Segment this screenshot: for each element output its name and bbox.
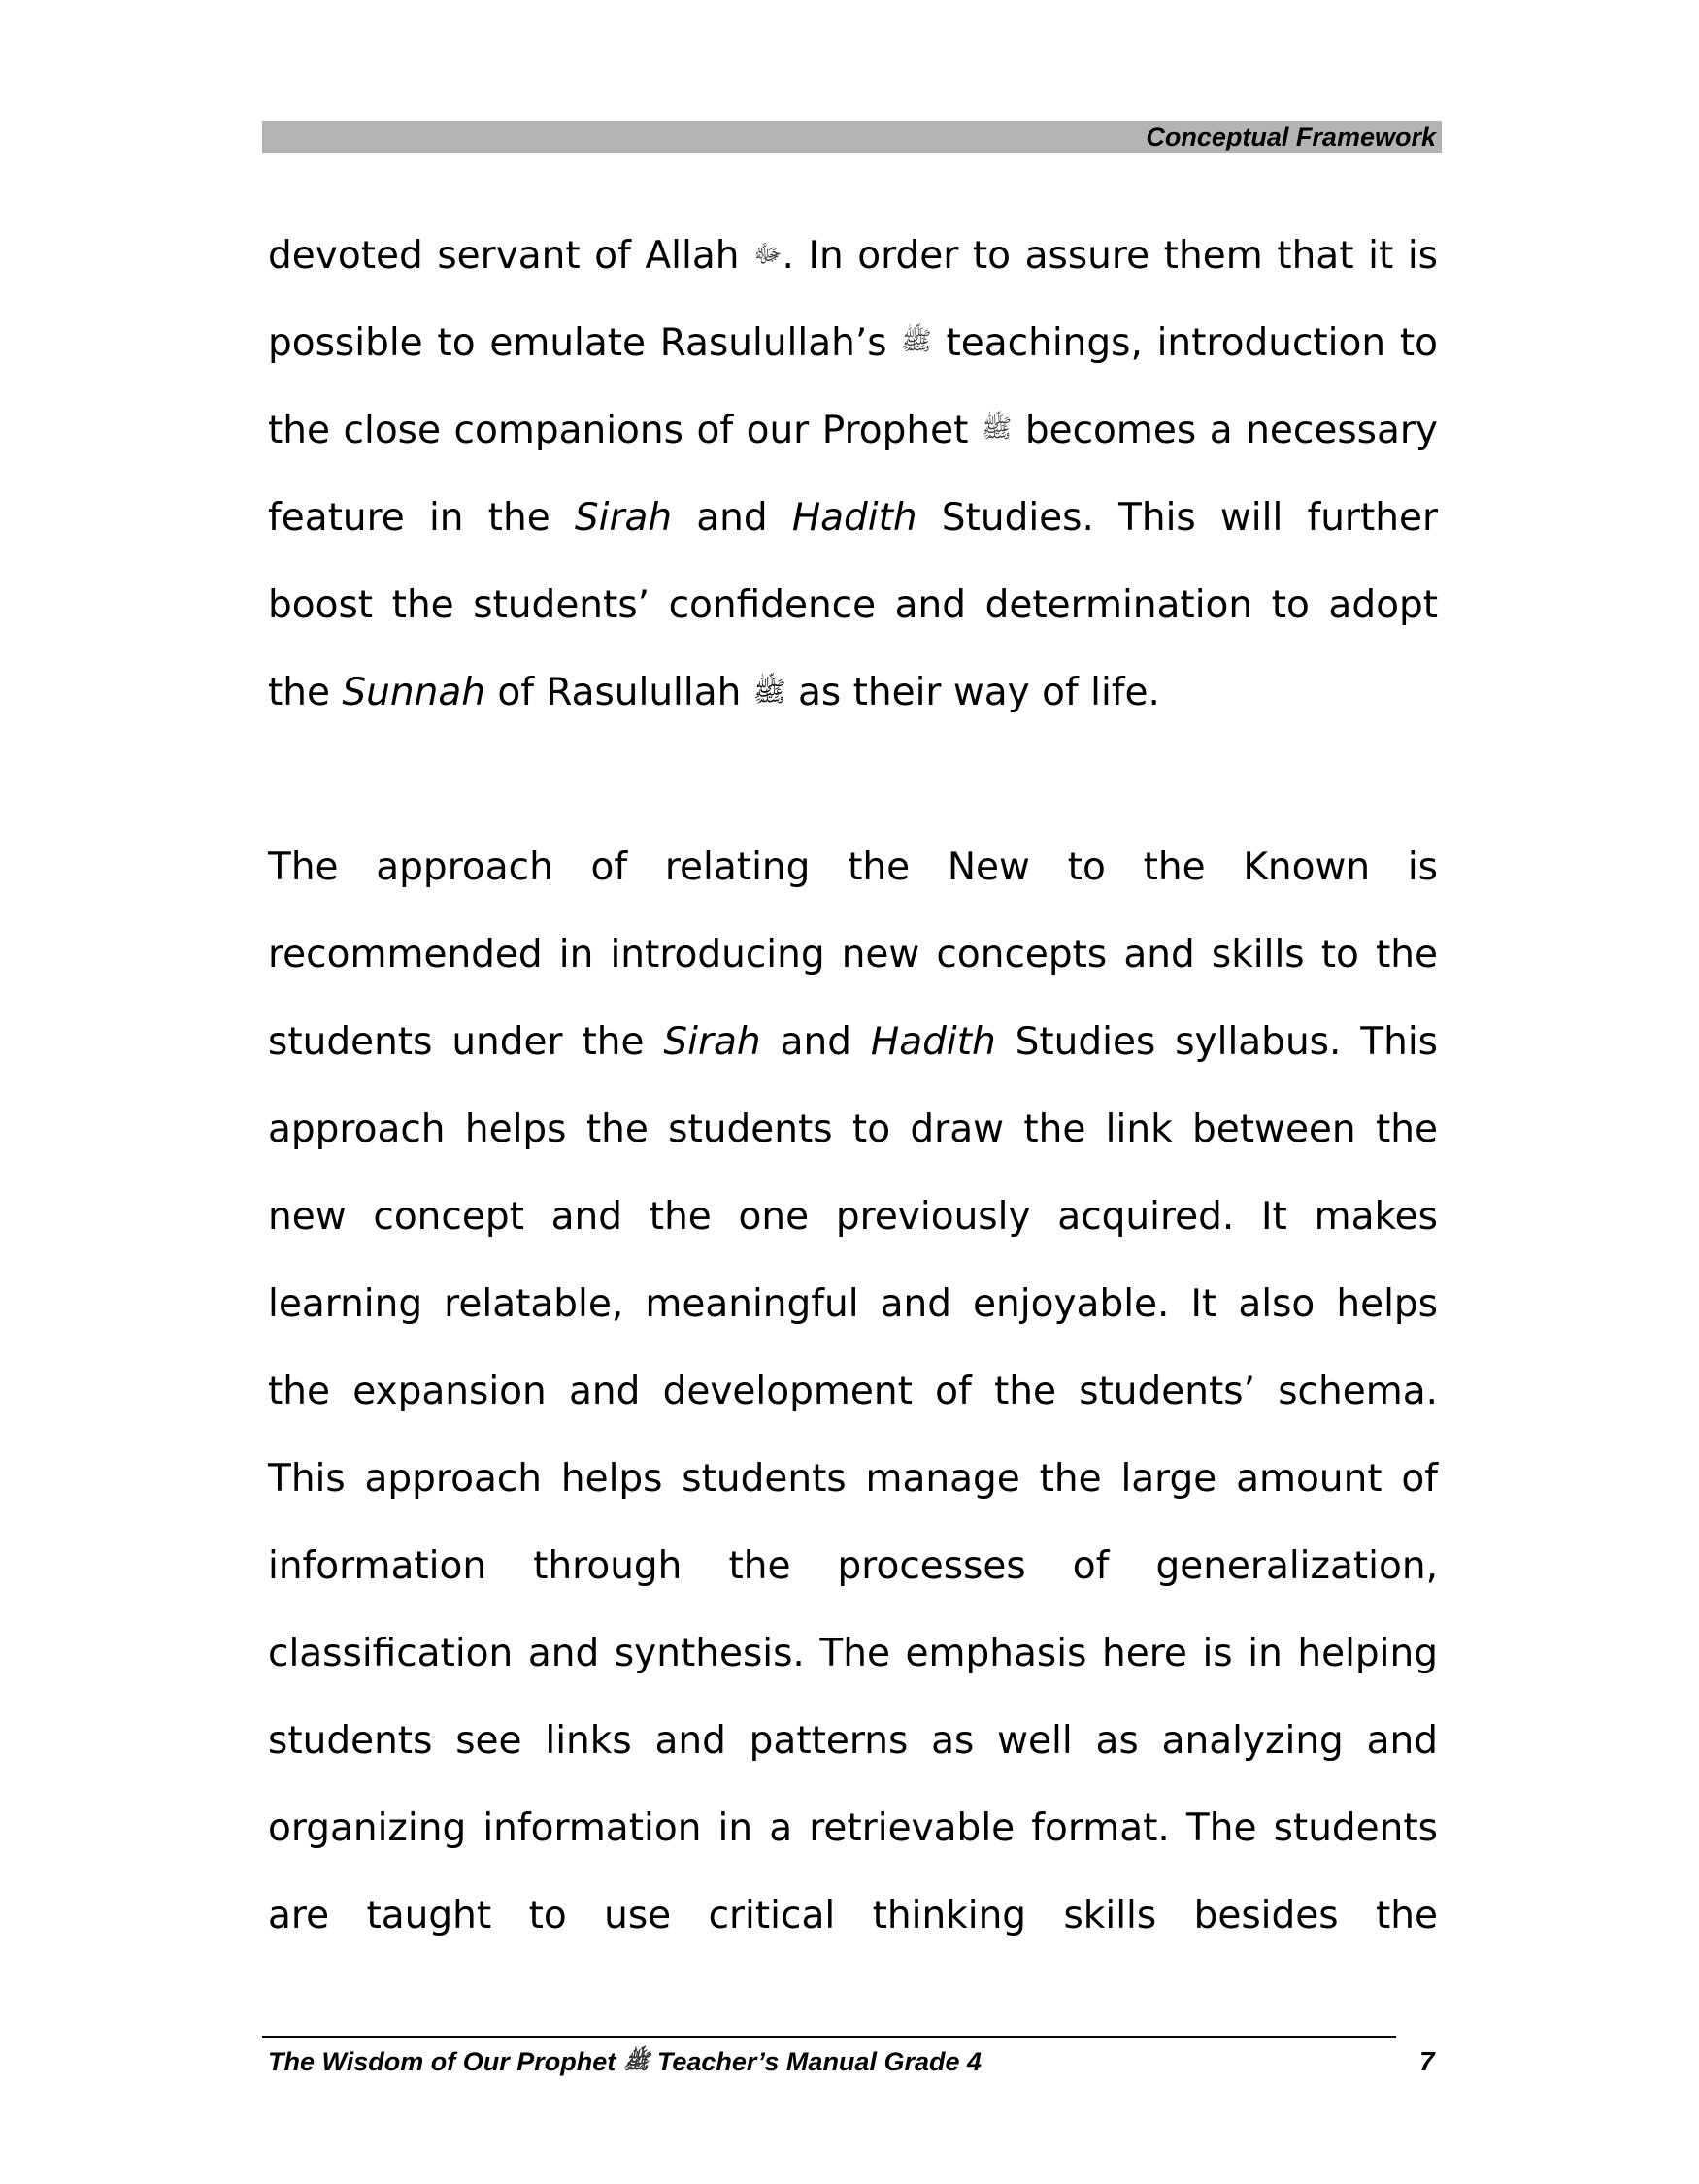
footer-rule <box>262 2036 1396 2038</box>
section-title: Conceptual Framework <box>1146 122 1436 151</box>
term-hadith: Hadith <box>791 496 917 540</box>
p1-text-8: as their way of life. <box>785 671 1160 714</box>
swt-glyph-icon: ﷻ <box>753 240 783 269</box>
footer-title-part-1: The Wisdom of Our Prophet <box>268 2047 616 2076</box>
paragraph-1 <box>268 213 1438 737</box>
term-hadith: Hadith <box>870 1020 996 1064</box>
saw-glyph-icon: ﷺ <box>901 327 932 356</box>
p1-text-1: devoted servant of Allah <box>268 234 754 278</box>
p1-text-2: . In order to assure them that it is possible to emulate Rasulullah’s <box>268 234 1438 365</box>
p2-text-2: and <box>760 1020 871 1064</box>
paragraph-2 <box>268 824 1438 1960</box>
p1-text-3: teachings, introduction to the close companions of our Prophet <box>268 321 1439 452</box>
p1-text-6: Studies. This will further boost the students’ confidence and determination to adopt the <box>268 496 1438 714</box>
saw-glyph-icon: ﷺ <box>752 676 786 708</box>
p1-text-7: of Rasulullah <box>484 671 753 714</box>
header-band <box>262 121 1442 153</box>
p1-text-5: and <box>672 496 792 540</box>
p2-text-3: Studies syllabus. This approach helps the students to draw the link between the new concept and the one previously acquired. It makes learning relatable, meaningful and enjoyable. It also helps the expansion and development of the students’ schema. This approach helps students manage the large amount of information through the processes of generalization, classification and synthesis. The emphasis here is in helping students see links and patterns as well as analyzing and organizing information in a retrievable format. The students are taught to use critical thinking skills besides the <box>268 1020 1438 1937</box>
p2-text-1: The approach of relating the New to the Known is recommended in introducing new concepts and skills to the students under the <box>268 845 1438 1064</box>
saw-glyph-icon: ﷺ <box>981 414 1013 444</box>
footer-title-part-2: Teacher’s Manual Grade 4 <box>656 2047 982 2076</box>
page-number: 7 <box>1419 2046 1435 2076</box>
term-sirah: Sirah <box>663 1020 761 1064</box>
p1-text-4: becomes a necessary feature in the <box>268 409 1438 540</box>
term-sirah: Sirah <box>574 496 673 540</box>
term-sunnah: Sunnah <box>342 671 485 714</box>
footer-title <box>268 2042 982 2081</box>
saw-glyph-icon: ﷺ <box>623 2049 650 2073</box>
